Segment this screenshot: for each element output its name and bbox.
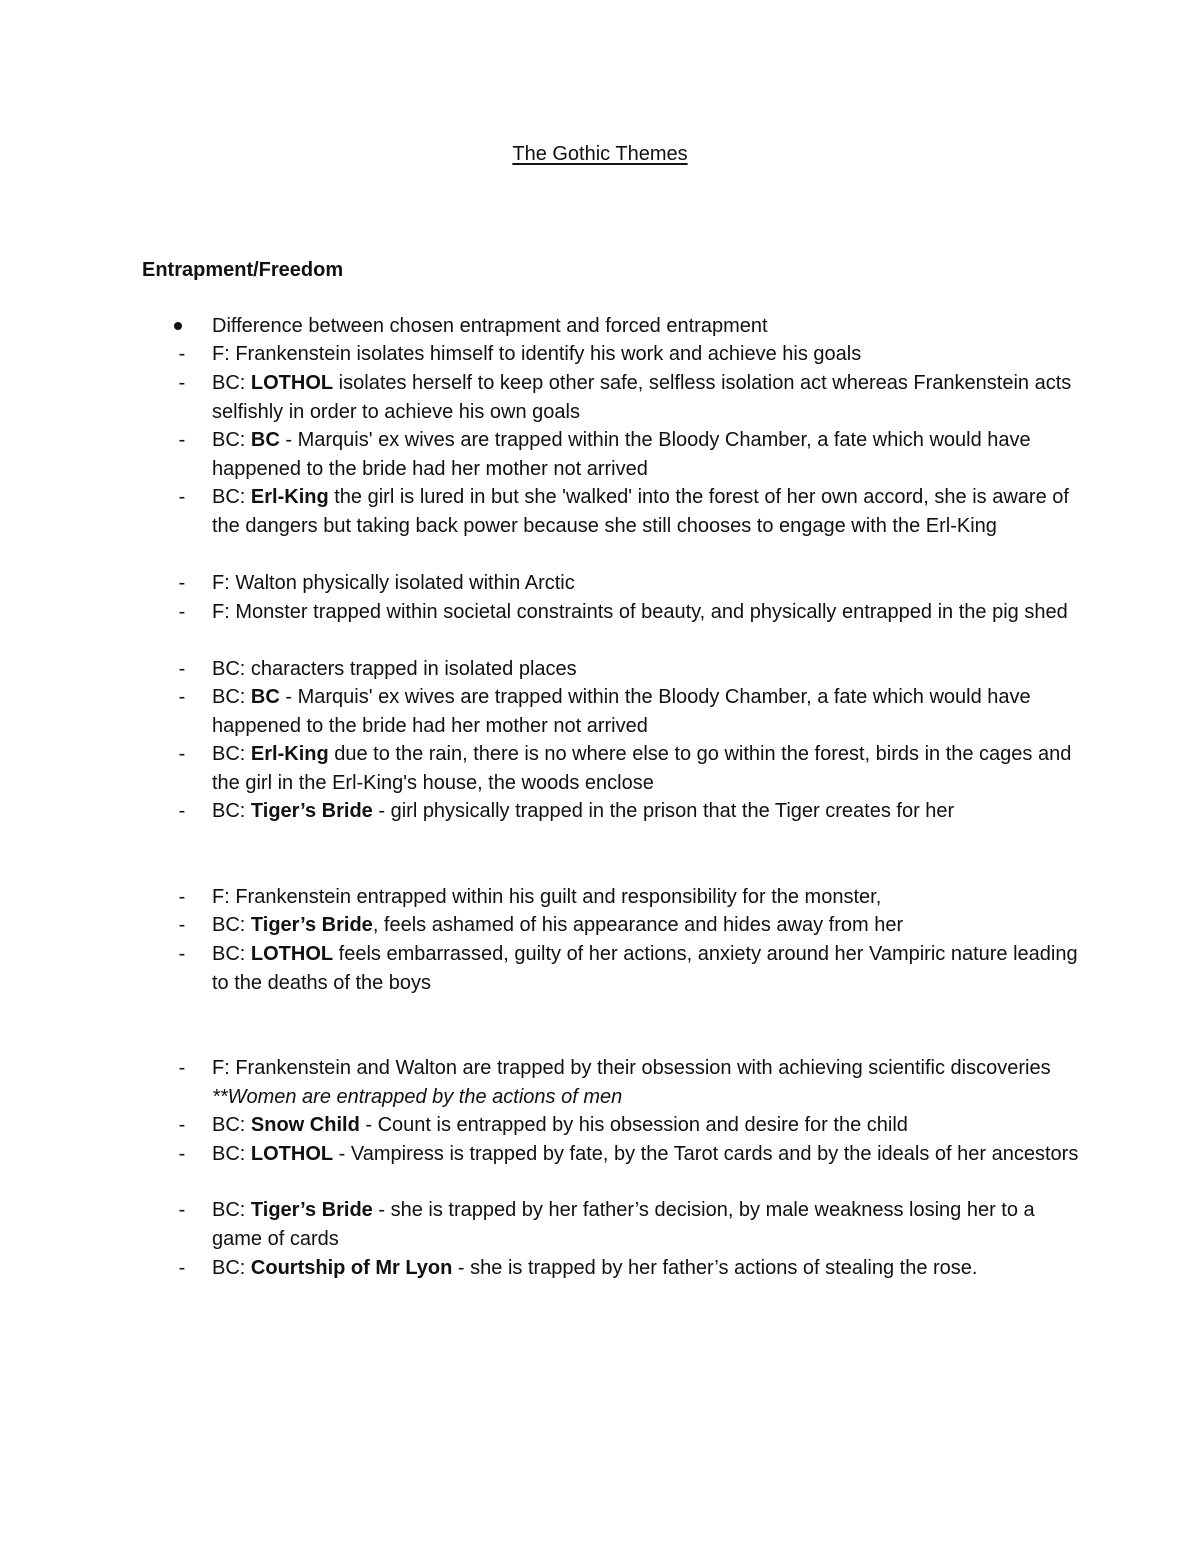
- document-title: The Gothic Themes: [512, 143, 688, 165]
- dash-marker: -: [178, 1057, 186, 1079]
- bullet-icon: [174, 322, 182, 330]
- dash-marker: -: [178, 1257, 186, 1279]
- item-text: - Vampiress is trapped by fate, by the Tarot cards and by the ideals of her ancestors: [333, 1143, 1079, 1165]
- item-story-title: LOTHOL: [250, 1143, 334, 1165]
- item-text: - she is trapped by her father’s decision, by male weakness losing her to a game of cards: [212, 1199, 1035, 1250]
- item-source-prefix: F:: [212, 1057, 236, 1079]
- list-item: [178, 1254, 1082, 1283]
- list-item: [212, 312, 1082, 341]
- list-item: [178, 797, 1082, 826]
- dash-marker: -: [178, 372, 186, 394]
- item-source-prefix: BC:: [212, 1114, 251, 1136]
- dash-marker: -: [178, 686, 186, 708]
- item-source-prefix: F:: [212, 601, 236, 623]
- dash-marker: -: [178, 1143, 186, 1165]
- item-story-title: LOTHOL: [250, 943, 334, 965]
- list-item: [178, 340, 1082, 369]
- item-text: - Marquis' ex wives are trapped within the Bloody Chamber, a fate which would have happened to the bride had her mother not arrived: [212, 686, 1031, 737]
- list-item: [178, 1054, 1082, 1111]
- item-text: characters trapped in isolated places: [250, 658, 577, 680]
- item-story-title: Tiger’s Bride: [250, 800, 373, 822]
- dash-marker: -: [178, 429, 186, 451]
- item-source-prefix: BC:: [212, 686, 251, 708]
- list-item: [178, 655, 1082, 684]
- item-story-title: BC: [250, 429, 280, 451]
- list-item: [178, 940, 1082, 997]
- item-source-prefix: BC:: [212, 1143, 251, 1165]
- list-item: [178, 740, 1082, 797]
- item-source-prefix: BC:: [212, 429, 251, 451]
- list-item: [178, 569, 1082, 598]
- dash-marker: -: [178, 914, 186, 936]
- item-text: - she is trapped by her father’s actions of stealing the rose.: [452, 1257, 978, 1279]
- item-story-title: BC: [250, 686, 280, 708]
- item-source-prefix: F:: [212, 886, 236, 908]
- dash-marker: -: [178, 601, 186, 623]
- list-item: [178, 598, 1082, 627]
- list-item: [178, 1111, 1082, 1140]
- dash-marker: -: [178, 572, 186, 594]
- item-source-prefix: BC:: [212, 486, 251, 508]
- item-text: Difference between chosen entrapment and forced entrapment: [212, 315, 768, 337]
- dash-marker: -: [178, 743, 186, 765]
- item-source-prefix: BC:: [212, 372, 251, 394]
- list-item: [178, 883, 1082, 912]
- item-story-title: Snow Child: [250, 1114, 360, 1136]
- item-text: Frankenstein and Walton are trapped by their obsession with achieving scientific discoveries: [235, 1057, 1051, 1079]
- item-text: the girl is lured in but she 'walked' into the forest of her own accord, she is aware of the dangers but taking back power because she still chooses to engage with the Erl-King: [212, 486, 1069, 537]
- item-source-prefix: BC:: [212, 658, 251, 680]
- dash-marker: -: [178, 800, 186, 822]
- item-text: feels embarrassed, guilty of her actions, anxiety around her Vampiric nature leading to the deaths of the boys: [212, 943, 1078, 994]
- item-story-title: LOTHOL: [250, 372, 334, 394]
- item-italic-note: **Women are entrapped by the actions of men: [212, 1085, 623, 1108]
- dash-marker: -: [178, 486, 186, 508]
- item-story-title: Erl-King: [250, 486, 329, 508]
- dash-marker: -: [178, 1114, 186, 1136]
- item-story-title: Tiger’s Bride: [250, 1199, 373, 1221]
- item-text: Walton physically isolated within Arctic: [235, 572, 575, 594]
- dash-marker: -: [178, 658, 186, 680]
- item-story-title: Courtship of Mr Lyon: [250, 1257, 453, 1279]
- list-item: [178, 911, 1082, 940]
- list-item: [178, 1196, 1082, 1253]
- item-source-prefix: BC:: [212, 1199, 251, 1221]
- list-item: [178, 483, 1082, 540]
- item-text: - Count is entrapped by his obsession and desire for the child: [359, 1114, 908, 1136]
- item-text: Monster trapped within societal constraints of beauty, and physically entrapped in the pig shed: [235, 601, 1068, 623]
- list-item: [178, 1140, 1082, 1169]
- dash-marker: -: [178, 1199, 186, 1221]
- item-source-prefix: F:: [212, 572, 236, 594]
- item-source-prefix: BC:: [212, 743, 251, 765]
- item-text: isolates herself to keep other safe, selfless isolation act whereas Frankenstein acts selfishly in order to achieve his own goals: [212, 372, 1072, 423]
- item-text: - girl physically trapped in the prison that the Tiger creates for her: [372, 800, 955, 822]
- list-item: [178, 683, 1082, 740]
- item-text: Frankenstein entrapped within his guilt and responsibility for the monster,: [235, 886, 882, 908]
- item-text: - Marquis' ex wives are trapped within the Bloody Chamber, a fate which would have happened to the bride had her mother not arrived: [212, 429, 1031, 480]
- item-source-prefix: BC:: [212, 800, 251, 822]
- dash-marker: -: [178, 343, 186, 365]
- item-source-prefix: BC:: [212, 943, 251, 965]
- item-source-prefix: BC:: [212, 914, 251, 936]
- item-text: Frankenstein isolates himself to identify his work and achieve his goals: [235, 343, 862, 365]
- list-item: [178, 426, 1082, 483]
- item-source-prefix: BC:: [212, 1257, 251, 1279]
- section-heading: Entrapment/Freedom: [142, 259, 344, 281]
- item-story-title: Erl-King: [250, 743, 329, 765]
- item-story-title: Tiger’s Bride: [250, 914, 373, 936]
- item-source-prefix: F:: [212, 343, 236, 365]
- dash-marker: -: [178, 943, 186, 965]
- item-text: due to the rain, there is no where else to go within the forest, birds in the cages and the girl in the Erl-King's house, the woods enclose: [212, 743, 1072, 794]
- item-text: , feels ashamed of his appearance and hides away from her: [372, 914, 904, 936]
- dash-marker: -: [178, 886, 186, 908]
- list-item: [178, 369, 1082, 426]
